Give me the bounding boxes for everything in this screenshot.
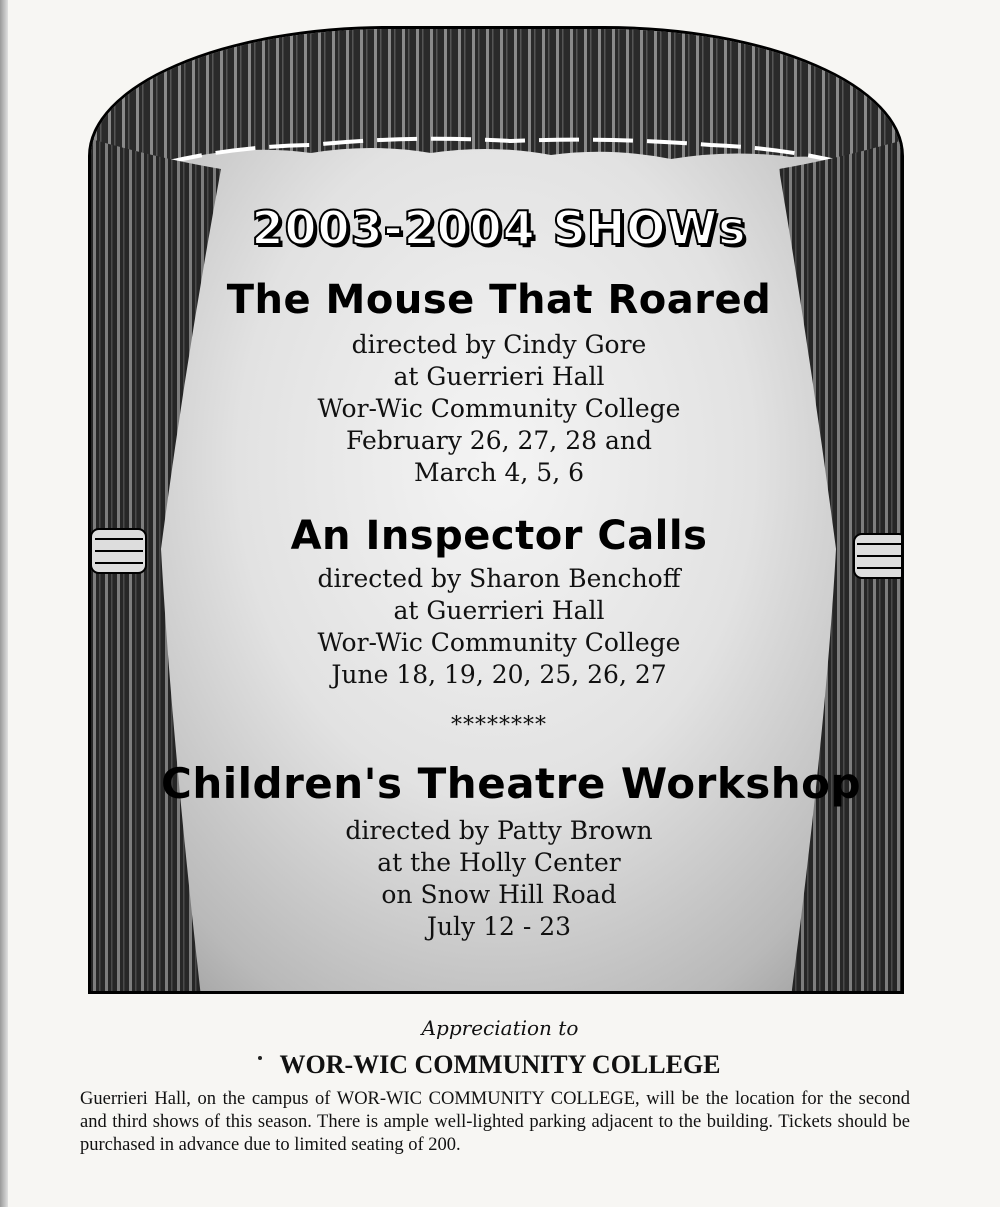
- show-title-inspector-calls: An Inspector Calls: [290, 513, 708, 559]
- dates-line: July 12 - 23: [426, 912, 572, 941]
- season-title: 2003-2004 SHOWs: [251, 201, 747, 255]
- college-name-heading: WOR-WIC COMMUNITY COLLEGE: [279, 1050, 721, 1079]
- college-line: Wor-Wic Community College: [317, 394, 681, 423]
- dates-line: March 4, 5, 6: [413, 458, 584, 487]
- address-line: on Snow Hill Road: [381, 880, 617, 909]
- appreciation-body-text: Guerrieri Hall, on the campus of WOR-WIC COMMUNITY COLLEGE, will be the location for the second and third shows of this season. There is ample well-lighted parking adjacent to the building. Tickets should be purchased in advance due to limited seating of 200.: [80, 1089, 910, 1155]
- show-details-mouse-that-roared: [91, 329, 904, 489]
- dates-line: June 18, 19, 20, 25, 26, 27: [331, 660, 667, 689]
- director-line: directed by Patty Brown: [345, 816, 653, 845]
- dates-line: February 26, 27, 28 and: [346, 426, 652, 455]
- poster-content: [91, 29, 904, 994]
- show-title-mouse-that-roared: The Mouse That Roared: [226, 277, 772, 323]
- show-title-childrens-workshop: Children's Theatre Workshop: [161, 759, 862, 808]
- venue-line: at the Holly Center: [377, 848, 621, 877]
- appreciation-heading: Appreciation to: [421, 1016, 579, 1040]
- show-details-inspector-calls: [91, 563, 904, 691]
- director-line: directed by Cindy Gore: [351, 330, 647, 359]
- director-line: directed by Sharon Benchoff: [317, 564, 681, 593]
- venue-line: at Guerrieri Hall: [393, 596, 605, 625]
- college-line: Wor-Wic Community College: [317, 628, 681, 657]
- venue-line: at Guerrieri Hall: [393, 362, 605, 391]
- show-details-childrens-workshop: [91, 815, 904, 943]
- stage-curtain-frame: [88, 26, 904, 994]
- separator-stars: ********: [451, 713, 547, 738]
